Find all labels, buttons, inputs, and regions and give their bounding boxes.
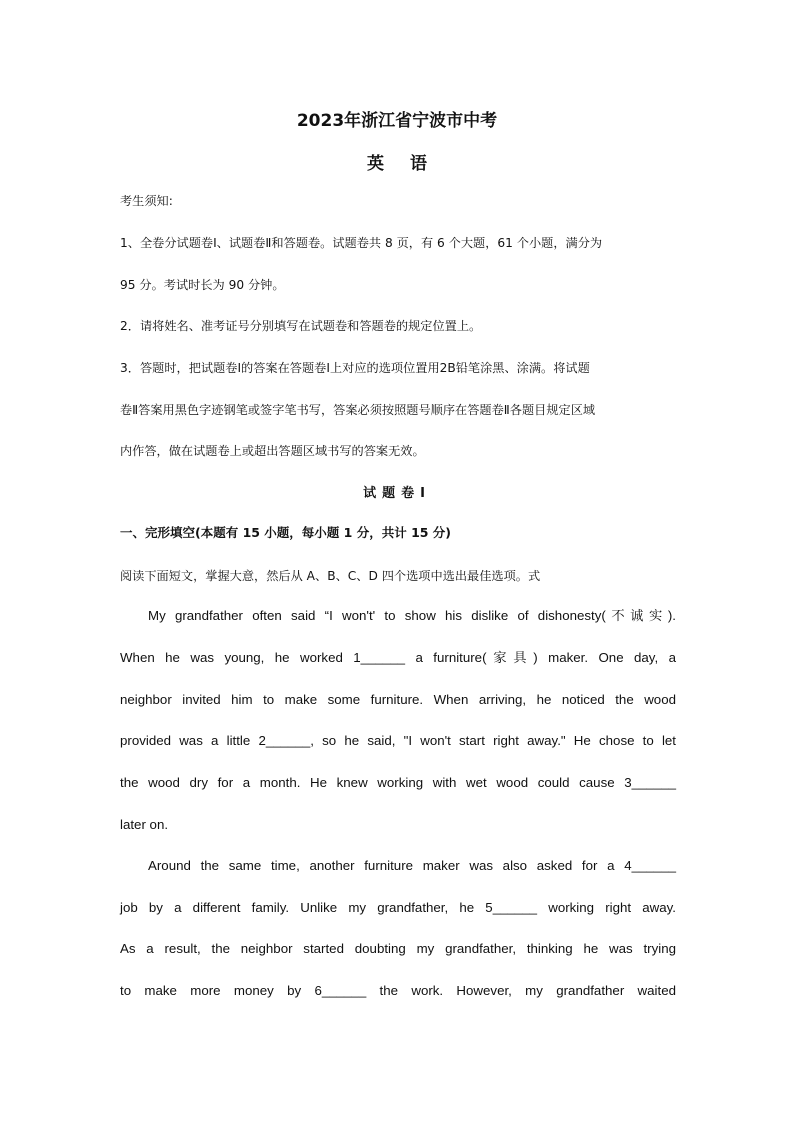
passage-line-1: My grandfather often said “I won't' to show his dislike of dishonesty(不诚实). (148, 608, 676, 623)
passage-line-5: the wood dry for a month. He knew working with wet wood could cause 3______ (120, 775, 676, 790)
passage-line-7: Around the same time, another furniture maker was also asked for a 4______ (148, 858, 676, 873)
passage-line-2: When he was young, he worked 1______ a furniture(家具) maker. One day, a (120, 650, 676, 665)
passage-line-6: later on. (120, 817, 169, 832)
passage-line-3: neighbor invited him to make some furniture. When arriving, he noticed the wood (120, 692, 676, 707)
passage-line-4: provided was a little 2______, so he said, "I won't start right away." He chose to let (120, 733, 676, 748)
notice-item-3-line-2: 卷Ⅱ答案用黑色字迹钢笔或签字笔书写，答案必须按照题号顺序在答题卷Ⅱ各题目规定区域 (120, 403, 596, 417)
part-1-heading: 一、完形填空(本题有 15 小题，每小题 1 分，共计 15 分) (120, 525, 452, 540)
exam-title: 2023年浙江省宁波市中考 (296, 111, 498, 131)
notice-label: 考生须知: (120, 194, 173, 208)
part-1-instruction: 阅读下面短文，掌握大意，然后从 A、B、C、D 四个选项中选出最佳选项。式 (120, 569, 541, 583)
notice-item-2: 2．请将姓名、准考证号分别填写在试题卷和答题卷的规定位置上。 (120, 319, 482, 333)
notice-item-3-line-1: 3．答题时，把试题卷Ⅰ的答案在答题卷Ⅰ上对应的选项位置用2B铅笔涂黑、涂满。将试题 (120, 361, 590, 375)
notice-item-1-line-1: 1、全卷分试题卷Ⅰ、试题卷Ⅱ和答题卷。试题卷共 8 页，有 6 个大题，61 个小题，满分为 (120, 236, 603, 250)
notice-item-3-line-3: 内作答，做在试题卷上或超出答题区域书写的答案无效。 (120, 444, 425, 458)
passage-line-10: to make more money by 6______ the work. However, my grandfather waited (120, 983, 676, 998)
section-title: 试题卷Ⅰ (363, 486, 431, 501)
subject-title: 英语 (367, 154, 453, 174)
passage-line-8: job by a different family. Unlike my grandfather, he 5______ working right away. (120, 900, 676, 915)
notice-item-1-line-2: 95 分。考试时长为 90 分钟。 (120, 278, 285, 292)
passage-line-9: As a result, the neighbor started doubting my grandfather, thinking he was trying (120, 941, 676, 956)
